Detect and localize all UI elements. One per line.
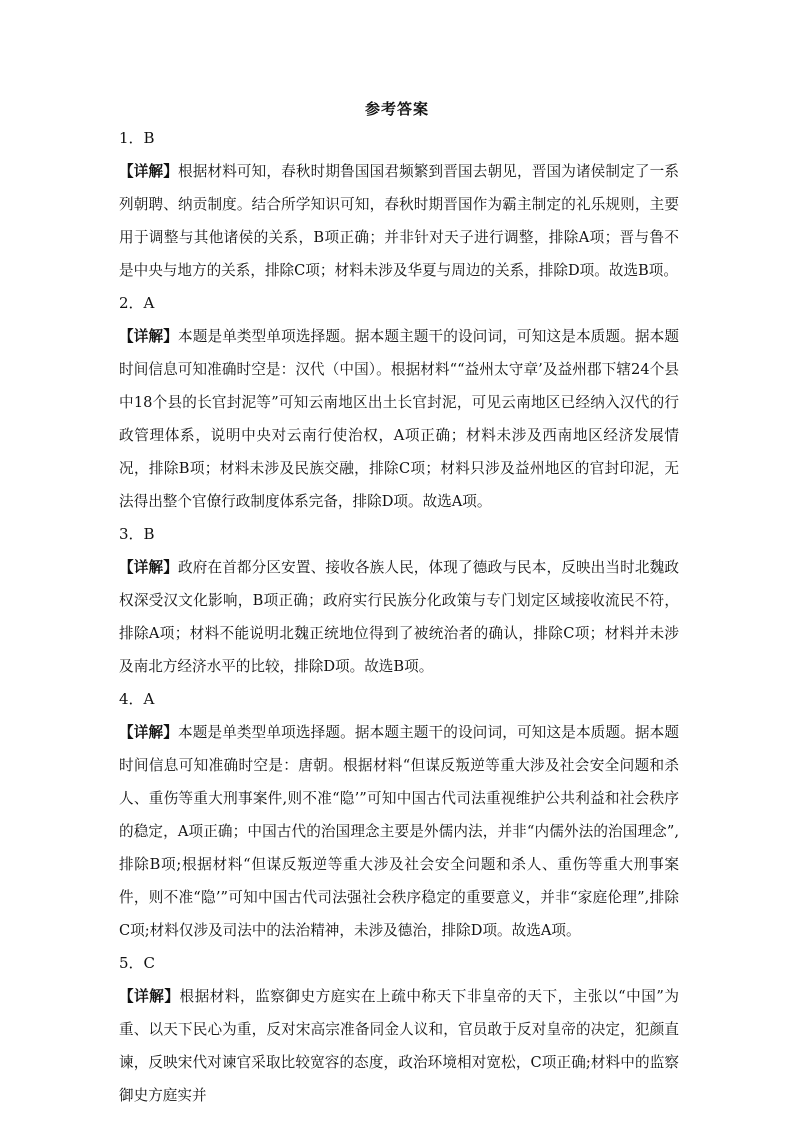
answer-item: [119, 122, 679, 287]
explanation-tag: 【详解】: [119, 328, 178, 345]
answer-explanation: [119, 155, 679, 287]
answer-number: 4．A: [119, 690, 155, 708]
answer-item: [119, 947, 679, 1112]
answer-explanation: [119, 980, 679, 1112]
explanation-tag: 【详解】: [119, 163, 178, 180]
answer-number: 2．A: [119, 294, 155, 312]
answer-item: [119, 287, 679, 518]
answer-number: 3．B: [119, 525, 155, 543]
answer-explanation: [119, 716, 679, 947]
explanation-tag: 【详解】: [119, 988, 180, 1005]
answer-list: [119, 122, 679, 1112]
answer-number: 5．C: [119, 954, 156, 972]
answer-item: [119, 683, 679, 947]
explanation-tag: 【详解】: [119, 559, 178, 576]
page-title: 参考答案: [364, 100, 429, 118]
explanation-text: 政府在首都分区安置、接收各族人民，体现了德政与民本，反映出当时北魏政权深受汉文化影响，B项正确；政府实行民族分化政策与专门划定区域接收流民不符，排除A项；材料不能说明北魏正统地位得到了被统治者的确认，排除C项；材料并未涉及南北方经济水平的比较，排除D项。故选B项。: [119, 559, 679, 675]
explanation-text: 本题是单类型单项选择题。据本题主题干的设问词，可知这是本质题。据本题时间信息可知准确时空是：汉代（中国）。根据材料““益州太守章’及益州郡下辖24个县中18个县的长官封泥等”可知云南地区出土长官封泥，可见云南地区已经纳入汉代的行政管理体系，说明中央对云南行使治权，A项正确；材料未涉及西南地区经济发展情况，排除B项；材料未涉及民族交融，排除C项；材料只涉及益州地区的官封印泥，无法得出整个官僚行政制度体系完备，排除D项。故选A项。: [119, 328, 679, 510]
explanation-text: 根据材料可知，春秋时期鲁国国君频繁到晋国去朝见，晋国为诸侯制定了一系列朝聘、纳贡制度。结合所学知识可知，春秋时期晋国作为霸主制定的礼乐规则，主要用于调整与其他诸侯的关系，B项正确；并非针对天子进行调整，排除A项；晋与鲁不是中央与地方的关系，排除C项；材料未涉及华夏与周边的关系，排除D项。故选B项。: [119, 163, 679, 279]
explanation-tag: 【详解】: [119, 724, 178, 741]
explanation-text: 本题是单类型单项选择题。据本题主题干的设问词，可知这是本质题。据本题时间信息可知准确时空是：唐朝。根据材料“但谋反叛逆等重大涉及社会安全问题和杀人、重伤等重大刑事案件,则不准“隐’”可知中国古代司法重视维护公共利益和社会秩序的稳定，A项正确；中国古代的治国理念主要是外儒内法，并非“内儒外法的治国理念”,排除B项;根据材料“但谋反叛逆等重大涉及社会安全问题和杀人、重伤等重大刑事案件，则不准“隐’”可知中国古代司法强社会秩序稳定的重要意义，并非“家庭伦理”,排除C项;材料仅涉及司法中的法治精神，未涉及德治，排除D项。故选A项。: [119, 724, 679, 939]
answer-explanation: [119, 551, 679, 683]
answer-explanation: [119, 320, 679, 518]
explanation-text: 根据材料，监察御史方庭实在上疏中称天下非皇帝的天下，主张以“中国”为重、以天下民心为重，反对宋高宗准备同金人议和，官员敢于反对皇帝的决定，犯颜直谏，反映宋代对谏官采取比较宽容的态度，政治环境相对宽松，C项正确;材料中的监察御史方庭实并: [119, 988, 679, 1104]
answer-item: [119, 518, 679, 683]
answer-number: 1．B: [119, 129, 155, 147]
